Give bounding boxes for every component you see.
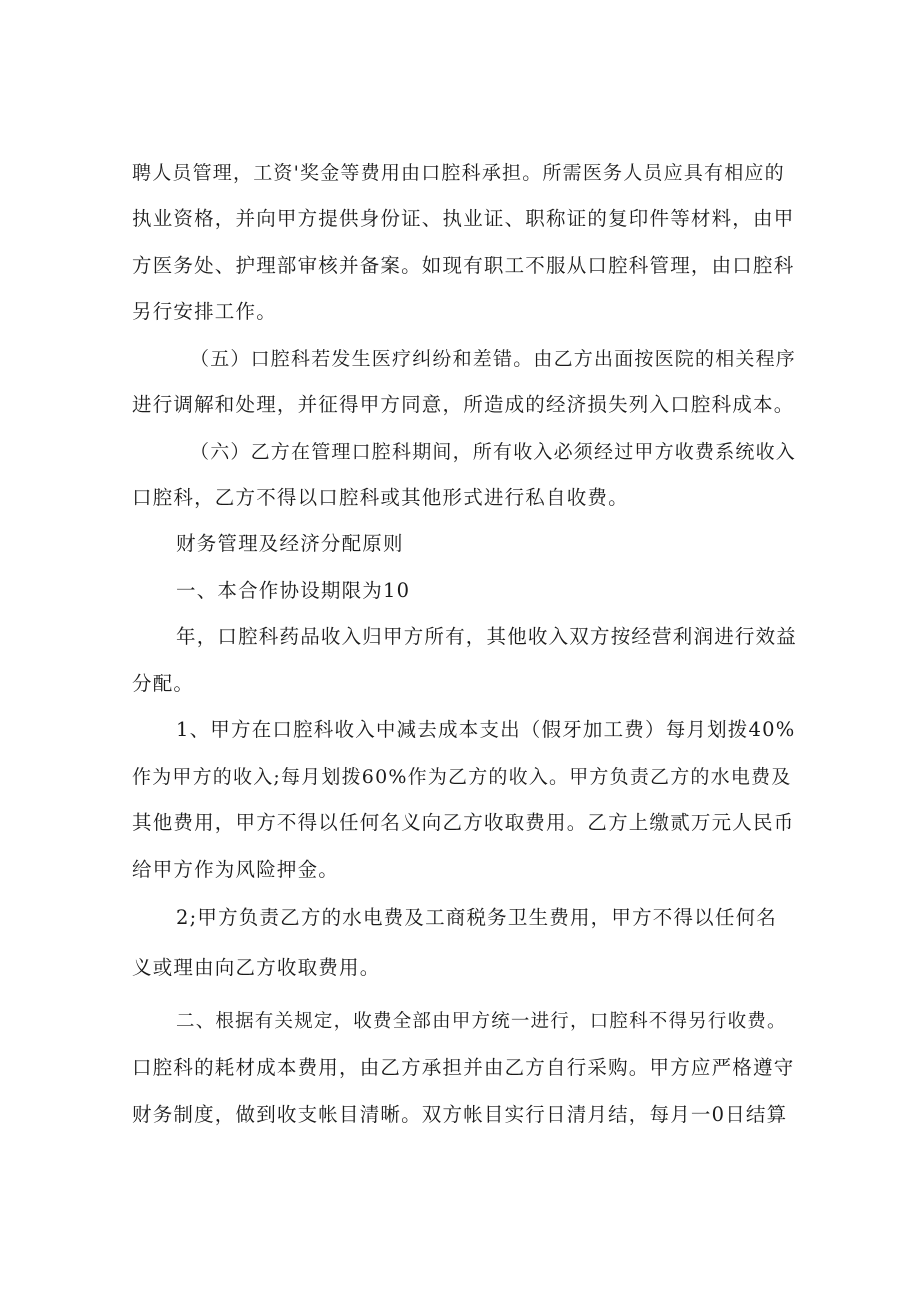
paragraph-line: （五）口腔科若发生医疗纠纷和差错。由乙方出面按医院的相关程序 [190, 348, 797, 370]
paragraph-line: 分配。 [132, 672, 195, 695]
paragraph-line: 一、本合作协设期限为10 [176, 579, 411, 602]
paragraph-line: 年，口腔科药品收入归甲方所有，其他收入双方按经营利润进行效益 [176, 625, 798, 648]
paragraph-line: 义或理由向乙方收取费用。 [132, 956, 381, 979]
paragraph-line: 进行调解和处理，并征得甲方同意，所造成的经济损失列入口腔科成本。 [132, 393, 795, 416]
paragraph-line: 口腔科的耗材成本费用，由乙方承担并由乙方自行采购。甲方应严格遵守 [132, 1056, 795, 1079]
paragraph-line: 作为甲方的收入;每月划拨60%作为乙方的收入。甲方负责乙方的水电费及 [132, 766, 792, 788]
paragraph-line: 2;甲方负责乙方的水电费及工商税务卫生费用，甲方不得以任何名 [176, 906, 777, 929]
paragraph-line: 其他费用，甲方不得以任何名义向乙方收取费用。乙方上缴贰万元人民币 [132, 811, 795, 834]
paragraph-line: 口腔科，乙方不得以口腔科或其他形式进行私自收费。 [132, 486, 629, 509]
paragraph-line: 二、根据有关规定，收费全部由甲方统一进行，口腔科不得另行收费。 [176, 1011, 787, 1032]
paragraph-line: 1、甲方在口腔科收入中减去成本支出（假牙加工费）每月划拨40% [176, 718, 796, 741]
paragraph-line: 方医务处、护理部审核并备案。如现有职工不服从口腔科管理，由口腔科 [132, 254, 795, 277]
paragraph-line: 执业资格，并向甲方提供身份证、执业证、职称证的复印件等材料，由甲 [132, 207, 795, 230]
paragraph-line: 给甲方作为风险押金。 [132, 858, 340, 881]
paragraph-line: 另行安排工作。 [132, 300, 277, 323]
paragraph-line: 财务制度，做到收支帐目清晰。双方帐目实行日清月结，每月一0日结算 [132, 1103, 788, 1126]
section-heading: 财务管理及经济分配原则 [176, 532, 404, 555]
paragraph-line: 聘人员管理，工资'奖金等费用由口腔科承担。所需医务人员应具有相应的 [132, 162, 785, 184]
paragraph-line: （六）乙方在管理口腔科期间，所有收入必须经过甲方收费系统收入 [190, 441, 797, 463]
